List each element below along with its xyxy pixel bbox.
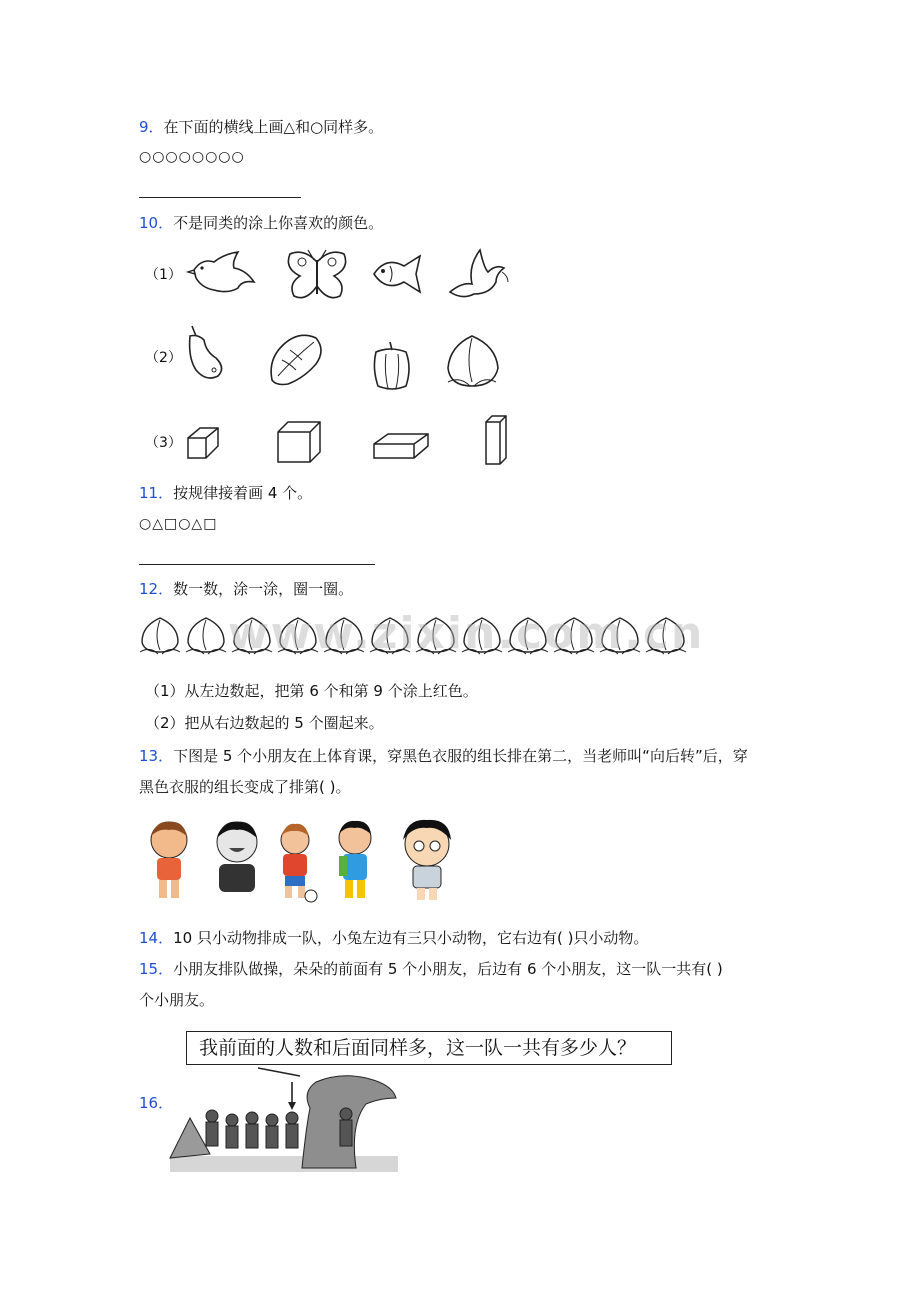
answer-line <box>139 564 375 565</box>
question-number: 15． <box>139 960 174 978</box>
question-15 <box>139 958 789 980</box>
speech-bubble: 我前面的人数和后面同样多，这一队一共有多少人？ <box>186 1031 672 1065</box>
peach-icon <box>138 614 184 658</box>
question-text: 小朋友排队做操，朵朵的前面有 5 个小朋友，后边有 6 个小朋友，这一队一共有( ) <box>173 960 723 978</box>
child-3 <box>281 824 317 902</box>
children-illustration <box>145 818 455 904</box>
question-number: 13． <box>139 747 174 765</box>
row-label: （3） <box>145 435 182 451</box>
question-text: 数一数，涂一涂，圈一圈。 <box>173 580 354 598</box>
sub-question-1: （1）从左边数起，把第 6 个和第 9 个涂上红色。 <box>145 682 478 700</box>
fish-icon <box>372 254 424 294</box>
question-text: 不是同类的涂上你喜欢的颜色。 <box>173 214 384 232</box>
butterfly-icon <box>284 248 350 304</box>
child-5 <box>403 820 451 900</box>
child-2 <box>217 822 257 892</box>
row-label: （2） <box>145 350 182 366</box>
question-text: 按规律接着画 4 个。 <box>173 484 313 502</box>
question-number: 12． <box>139 580 174 598</box>
peach-icon <box>184 614 230 658</box>
eggplant-icon <box>184 322 228 382</box>
watermark: www.zixin.com.cn <box>228 608 705 659</box>
question-text: 下图是 5 个小朋友在上体育课，穿黑色衣服的组长排在第二，当老师叫“向后转”后，穿 <box>173 747 748 765</box>
peach-icon <box>444 332 502 390</box>
question-12 <box>139 578 353 600</box>
question-text-continued: 个小朋友。 <box>139 991 215 1009</box>
question-number: 16． <box>139 1094 174 1112</box>
row-label: （1） <box>145 267 182 283</box>
question-number: 10． <box>139 214 174 232</box>
question-13 <box>139 745 789 767</box>
flat-box-icon <box>372 432 432 462</box>
question-10 <box>139 212 383 234</box>
question-16 <box>139 1092 173 1114</box>
question-11 <box>139 482 312 504</box>
question-number: 14． <box>139 929 174 947</box>
answer-line <box>139 197 301 198</box>
sub-question-2: （2）把从右边数起的 5 个圈起来。 <box>145 714 384 732</box>
question-number: 11． <box>139 484 174 502</box>
question-9 <box>139 116 383 138</box>
bird-icon <box>188 248 260 300</box>
cube-icon <box>276 420 324 466</box>
circle-row: ○○○○○○○○ <box>139 149 245 165</box>
cabbage-icon <box>268 330 326 386</box>
question-14 <box>139 927 648 949</box>
child-1 <box>151 822 187 898</box>
dove-icon <box>446 246 510 304</box>
queue-illustration <box>170 1068 400 1174</box>
question-text: 在下面的横线上画△和○同样多。 <box>163 118 384 136</box>
pepper-icon <box>370 338 414 392</box>
shape-pattern: ○△□○△□ <box>139 516 218 532</box>
tall-box-icon <box>482 414 512 468</box>
question-text: 10 只小动物排成一队，小兔左边有三只小动物，它右边有( )只小动物。 <box>173 929 649 947</box>
cuboid-icon <box>186 426 222 460</box>
child-4 <box>339 821 371 898</box>
question-number: 9． <box>139 118 164 136</box>
question-text-continued: 黑色衣服的组长变成了排第( )。 <box>139 778 351 796</box>
